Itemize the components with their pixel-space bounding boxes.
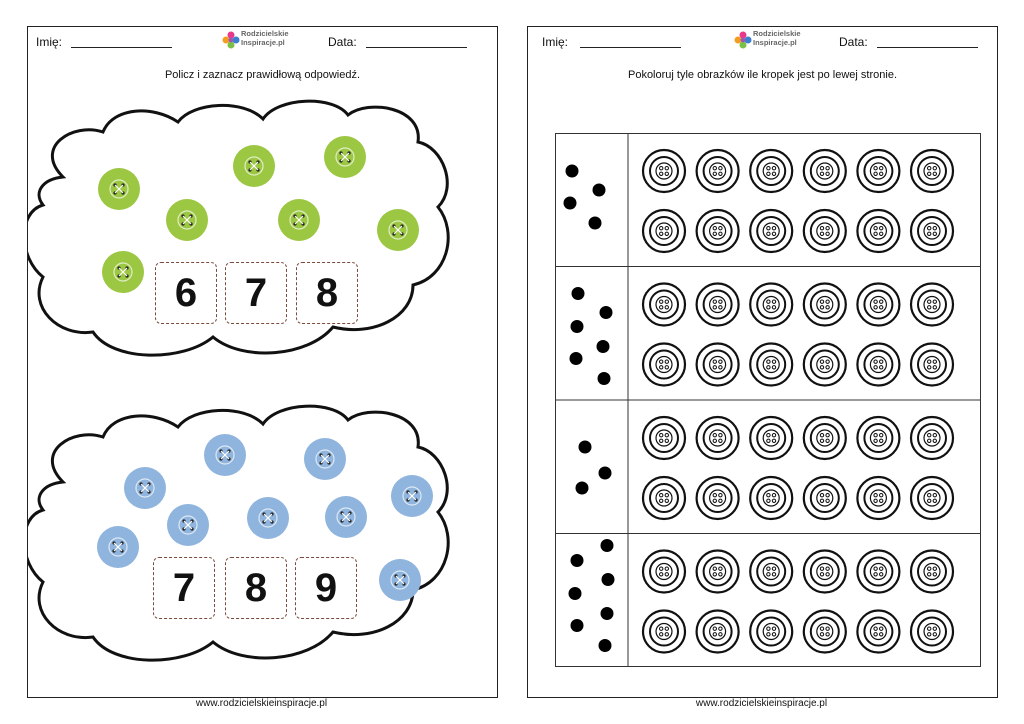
count-dot	[593, 184, 606, 197]
button-outline-icon[interactable]	[857, 210, 899, 252]
sewing-button-icon	[102, 251, 144, 293]
footer-left: www.rodzicielskieinspiracje.pl	[195, 698, 328, 709]
button-outline-icon[interactable]	[857, 284, 899, 326]
worksheet-right	[527, 26, 998, 698]
answer-option[interactable]: 6	[155, 262, 217, 324]
button-outline-icon[interactable]	[697, 611, 739, 653]
button-outline-icon[interactable]	[804, 551, 846, 593]
sewing-button-icon	[247, 497, 289, 539]
count-dot	[576, 482, 589, 495]
button-outline-icon[interactable]	[750, 150, 792, 192]
count-dot	[601, 539, 614, 552]
button-outline-icon[interactable]	[804, 477, 846, 519]
counting-table	[555, 133, 981, 667]
button-outline-icon[interactable]	[643, 150, 685, 192]
button-outline-icon[interactable]	[697, 150, 739, 192]
instruction: Pokoloruj tyle obrazków ile kropek jest po lewej stronie.	[627, 69, 898, 81]
button-outline-icon[interactable]	[804, 150, 846, 192]
count-dot	[589, 217, 602, 230]
answer-option[interactable]: 8	[296, 262, 358, 324]
button-outline-icon[interactable]	[643, 611, 685, 653]
name-label: Imię:	[542, 35, 569, 49]
button-outline-icon[interactable]	[697, 417, 739, 459]
date-label: Data:	[328, 35, 357, 49]
button-outline-icon[interactable]	[857, 477, 899, 519]
date-label: Data:	[839, 35, 868, 49]
button-outline-icon[interactable]	[804, 417, 846, 459]
button-outline-icon[interactable]	[697, 210, 739, 252]
count-dot	[597, 340, 610, 353]
sewing-button-icon	[391, 475, 433, 517]
sewing-button-icon	[166, 199, 208, 241]
count-dot	[570, 352, 583, 365]
logo	[732, 27, 822, 55]
button-outline-icon[interactable]	[911, 477, 953, 519]
date-line	[877, 47, 978, 48]
button-outline-icon[interactable]	[750, 344, 792, 386]
button-outline-icon[interactable]	[857, 611, 899, 653]
button-outline-icon[interactable]	[804, 210, 846, 252]
button-outline-icon[interactable]	[857, 150, 899, 192]
sewing-button-icon	[379, 559, 421, 601]
button-outline-icon[interactable]	[804, 344, 846, 386]
count-dot	[569, 587, 582, 600]
count-dot	[579, 441, 592, 454]
button-outline-icon[interactable]	[643, 344, 685, 386]
button-outline-icon[interactable]	[643, 210, 685, 252]
button-outline-icon[interactable]	[643, 284, 685, 326]
button-outline-icon[interactable]	[804, 284, 846, 326]
button-outline-icon[interactable]	[697, 551, 739, 593]
button-outline-icon[interactable]	[750, 417, 792, 459]
sewing-button-icon	[304, 438, 346, 480]
answer-option[interactable]: 7	[153, 557, 215, 619]
sewing-button-icon	[324, 136, 366, 178]
logo-line2: Inspiracje.pl	[753, 38, 797, 47]
sewing-button-icon	[377, 209, 419, 251]
name-line	[580, 47, 681, 48]
sewing-button-icon	[124, 467, 166, 509]
button-outline-icon[interactable]	[911, 344, 953, 386]
logo-line1: Rodzicielskie	[241, 29, 289, 38]
count-dot	[566, 165, 579, 178]
button-outline-icon[interactable]	[643, 417, 685, 459]
button-outline-icon[interactable]	[911, 551, 953, 593]
button-outline-icon[interactable]	[750, 611, 792, 653]
count-dot	[599, 639, 612, 652]
logo-line2: Inspiracje.pl	[241, 38, 285, 47]
button-outline-icon[interactable]	[857, 417, 899, 459]
button-outline-icon[interactable]	[911, 210, 953, 252]
count-dot	[602, 573, 615, 586]
button-outline-icon[interactable]	[750, 477, 792, 519]
sewing-button-icon	[278, 199, 320, 241]
count-dot	[571, 619, 584, 632]
button-outline-icon[interactable]	[857, 344, 899, 386]
button-outline-icon[interactable]	[697, 477, 739, 519]
sewing-button-icon	[233, 145, 275, 187]
button-outline-icon[interactable]	[750, 210, 792, 252]
button-outline-icon[interactable]	[911, 284, 953, 326]
flower-logo-icon	[734, 31, 752, 49]
button-outline-icon[interactable]	[750, 284, 792, 326]
worksheet-left	[27, 26, 498, 698]
answer-option[interactable]: 8	[225, 557, 287, 619]
count-dot	[564, 197, 577, 210]
count-dot	[571, 320, 584, 333]
button-outline-icon[interactable]	[911, 417, 953, 459]
count-dot	[599, 467, 612, 480]
answer-option[interactable]: 9	[295, 557, 357, 619]
count-dot	[598, 372, 611, 385]
button-outline-icon[interactable]	[911, 611, 953, 653]
count-dot	[600, 306, 613, 319]
instruction: Policz i zaznacz prawidłową odpowiedź.	[164, 69, 361, 81]
button-outline-icon[interactable]	[697, 284, 739, 326]
sewing-button-icon	[98, 168, 140, 210]
button-outline-icon[interactable]	[911, 150, 953, 192]
sewing-button-icon	[97, 526, 139, 568]
button-outline-icon[interactable]	[750, 551, 792, 593]
button-outline-icon[interactable]	[643, 477, 685, 519]
count-dot	[572, 287, 585, 300]
count-dot	[571, 554, 584, 567]
button-outline-icon[interactable]	[643, 551, 685, 593]
sewing-button-icon	[325, 496, 367, 538]
sewing-button-icon	[167, 504, 209, 546]
logo-line1: Rodzicielskie	[753, 29, 801, 38]
name-label: Imię:	[36, 35, 63, 49]
button-outline-icon[interactable]	[697, 344, 739, 386]
count-dot	[601, 607, 614, 620]
answer-option[interactable]: 7	[225, 262, 287, 324]
footer-right: www.rodzicielskieinspiracje.pl	[695, 698, 828, 709]
button-outline-icon[interactable]	[804, 611, 846, 653]
sewing-button-icon	[204, 434, 246, 476]
button-outline-icon[interactable]	[857, 551, 899, 593]
